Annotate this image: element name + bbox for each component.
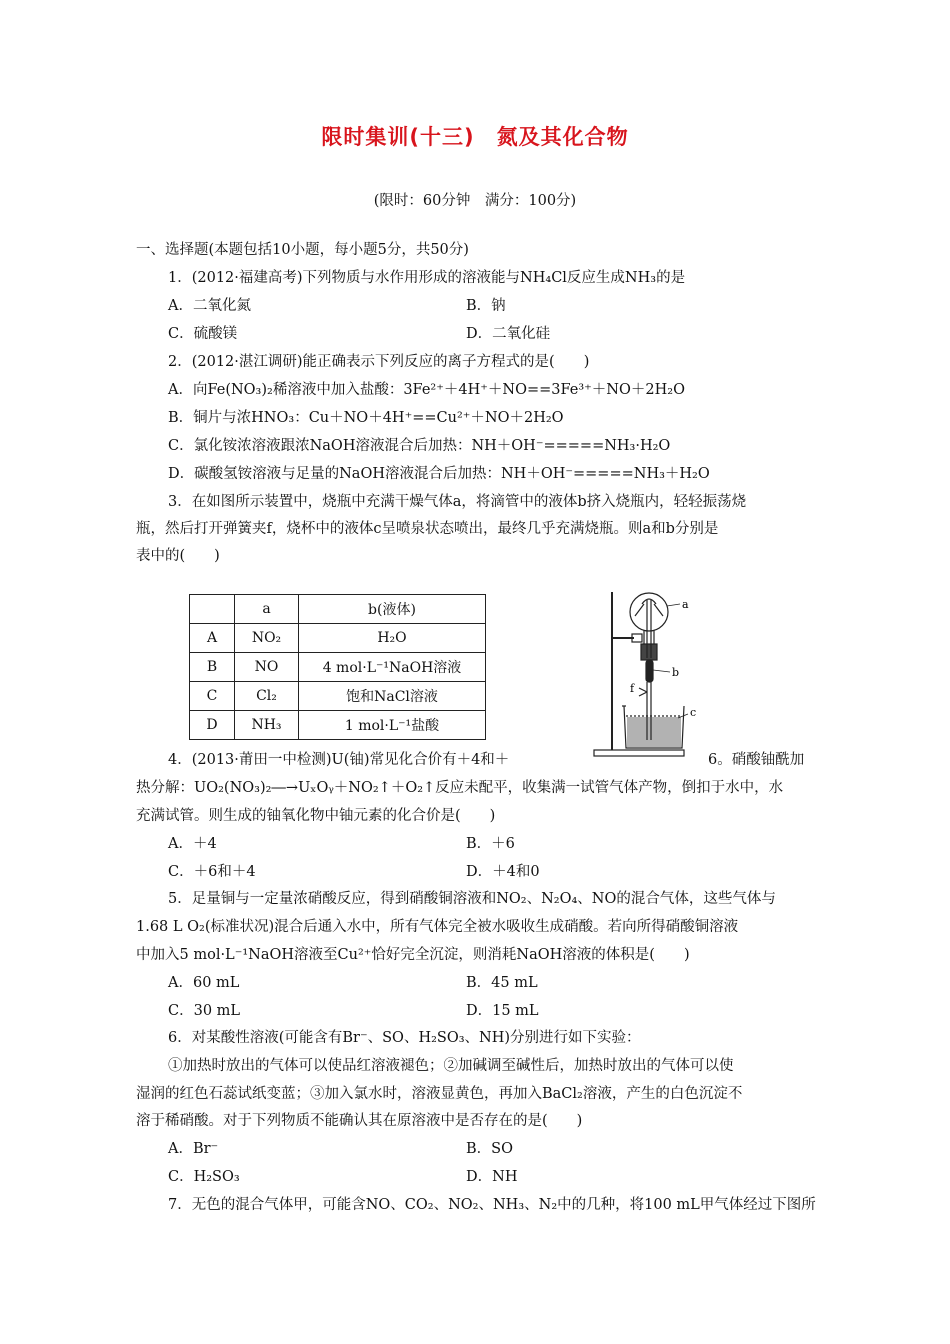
q2-option-d: D．碳酸氢铵溶液与足量的NaOH溶液混合后加热：NH＋OH⁻=====NH₃＋H₂O	[168, 466, 710, 482]
q4-line1a: 4．(2013·莆田一中检测)U(铀)常见化合价有＋4和＋	[168, 752, 510, 768]
table-cell: 1 mol·L⁻¹盐酸	[299, 711, 486, 740]
table-cell: 4 mol·L⁻¹NaOH溶液	[299, 653, 486, 682]
q4-line2: 热分解：UO₂(NO₃)₂―→UₓOᵧ＋NO₂↑＋O₂↑反应未配平，收集满一试管气体产物，倒扣于水中，水	[136, 780, 784, 796]
q4-option-a: A．＋4	[168, 836, 217, 852]
q6-option-a: A．Br⁻	[168, 1141, 219, 1157]
q4-option-b: B．＋6	[466, 836, 515, 852]
table-cell: H₂O	[299, 624, 486, 653]
table-header-row	[190, 595, 486, 624]
section-heading: 一、选择题(本题包括10小题，每小题5分，共50分)	[136, 242, 469, 258]
q7-line1: 7．无色的混合气体甲，可能含NO、CO₂、NO₂、NH₃、N₂中的几种，将100 mL甲气体经过下图所	[168, 1197, 816, 1213]
q3-line2: 瓶，然后打开弹簧夹f，烧杯中的液体c呈喷泉状态喷出，最终几乎充满烧瓶。则a和b分别是	[136, 521, 719, 537]
q3-line3: 表中的( )	[136, 548, 220, 564]
q1-option-a: A．二氧化氮	[168, 298, 251, 314]
q3-line1: 3．在如图所示装置中，烧瓶中充满干燥气体a，将滴管中的液体b挤入烧瓶内，轻轻振荡烧	[168, 494, 747, 510]
q4-option-d: D．＋4和0	[466, 864, 540, 880]
table-cell: C	[190, 682, 235, 711]
q3-table	[189, 594, 486, 740]
label-b: b	[672, 666, 680, 679]
q1-option-b: B．钠	[466, 298, 506, 314]
q4-line3: 充满试管。则生成的铀氧化物中铀元素的化合价是( )	[136, 808, 496, 824]
table-cell: b(液体)	[299, 595, 486, 624]
q2-option-b: B．铜片与浓HNO₃：Cu＋NO＋4H⁺==Cu²⁺＋NO＋2H₂O	[168, 410, 564, 426]
table-cell: A	[190, 624, 235, 653]
page-title: 限时集训(十三) 氮及其化合物	[321, 125, 629, 149]
q2-option-a: A．向Fe(NO₃)₂稀溶液中加入盐酸：3Fe²⁺＋4H⁺＋NO==3Fe³⁺＋NO＋2H₂O	[168, 382, 685, 398]
q4-option-c: C．＋6和＋4	[168, 864, 256, 880]
q1-option-d: D．二氧化硅	[466, 326, 551, 342]
subtitle: (限时：60分钟 满分：100分)	[373, 193, 577, 209]
table-row	[190, 711, 486, 740]
table-cell: Cl₂	[235, 682, 299, 711]
q2-option-c: C．氯化铵浓溶液跟浓NaOH溶液混合后加热：NH＋OH⁻=====NH₃·H₂O	[168, 438, 671, 454]
table-cell: NO	[235, 653, 299, 682]
q5-line1: 5．足量铜与一定量浓硝酸反应，得到硝酸铜溶液和NO₂、N₂O₄、NO的混合气体，这些气体与	[168, 891, 776, 907]
fountain-apparatus-diagram	[592, 588, 708, 760]
table-row	[190, 682, 486, 711]
q2-stem: 2．(2012·湛江调研)能正确表示下列反应的离子方程式的是( )	[168, 354, 590, 370]
q6-option-d: D．NH	[466, 1169, 518, 1185]
label-c: c	[690, 706, 697, 719]
table-row	[190, 653, 486, 682]
q6-option-c: C．H₂SO₃	[168, 1169, 240, 1185]
table-cell: B	[190, 653, 235, 682]
q6-stem: 6．对某酸性溶液(可能含有Br⁻、SO、H₂SO₃、NH)分别进行如下实验：	[168, 1030, 641, 1046]
q6-line3: 溶于稀硝酸。对于下列物质不能确认其在原溶液中是否存在的是( )	[136, 1113, 583, 1129]
q6-line1: ①加热时放出的气体可以使品红溶液褪色；②加碱调至碱性后，加热时放出的气体可以使	[168, 1058, 734, 1074]
q5-option-a: A．60 mL	[168, 975, 240, 991]
table-cell	[190, 595, 235, 624]
table-cell: NH₃	[235, 711, 299, 740]
table-cell: a	[235, 595, 299, 624]
label-f: f	[630, 682, 635, 695]
label-a: a	[682, 598, 689, 611]
q5-option-d: D．15 mL	[466, 1003, 539, 1019]
q6-option-b: B．SO	[466, 1141, 513, 1157]
q5-option-b: B．45 mL	[466, 975, 538, 991]
q4-line1b: 6。硝酸铀酰加	[708, 752, 805, 768]
table-cell: D	[190, 711, 235, 740]
q1-option-c: C．硫酸镁	[168, 326, 238, 342]
table-cell: NO₂	[235, 624, 299, 653]
q6-line2: 湿润的红色石蕊试纸变蓝；③加入氯水时，溶液显黄色，再加入BaCl₂溶液，产生的白色沉淀不	[136, 1086, 743, 1102]
q5-line2: 1.68 L O₂(标准状况)混合后通入水中，所有气体完全被水吸收生成硝酸。若向所得硝酸铜溶液	[136, 919, 739, 935]
q1-stem: 1．(2012·福建高考)下列物质与水作用形成的溶液能与NH₄Cl反应生成NH₃的是	[168, 270, 686, 286]
q5-option-c: C．30 mL	[168, 1003, 241, 1019]
table-cell: 饱和NaCl溶液	[299, 682, 486, 711]
table-row	[190, 624, 486, 653]
q5-line3: 中加入5 mol·L⁻¹NaOH溶液至Cu²⁺恰好完全沉淀，则消耗NaOH溶液的体积是( )	[136, 947, 690, 963]
